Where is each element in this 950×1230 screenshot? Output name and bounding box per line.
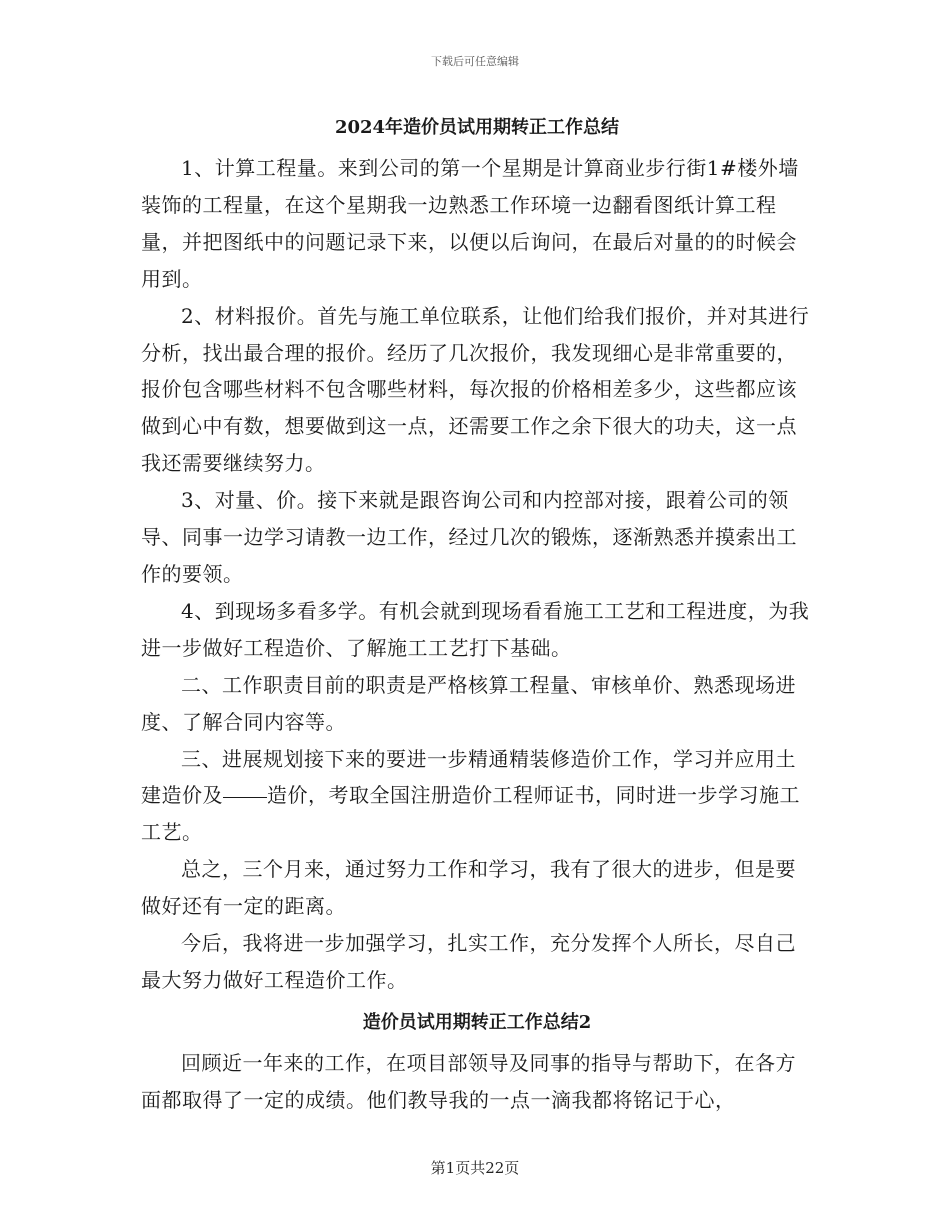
paragraph: 2、材料报价。首先与施工单位联系，让他们给我们报价，并对其进行分析，找出最合理的报价。经历了几次报价，我发现细心是非常重要的，报价包含哪些材料不包含哪些材料，每次报的价格相差多少，这些都应该做到心中有数，想要做到这一点，还需要工作之余下很大的功夫，这一点我还需要继续努力。	[141, 303, 810, 476]
paragraph-plan	[141, 741, 813, 852]
page-footer: 第1页共22页	[430, 1159, 520, 1177]
paragraph: 3、对量、价。接下来就是跟咨询公司和内控部对接，跟着公司的领导、同事一边学习请教一边工作，经过几次的锻炼，逐渐熟悉并摸索出工作的要领。	[141, 488, 797, 586]
paragraph: 回顾近一年来的工作，在项目部领导及同事的指导与帮助下，在各方面都取得了一定的成绩。他们教导我的一点一滴我都将铭记于心，	[141, 1050, 796, 1112]
document-title: 2024年造价员试用期转正工作总结	[334, 117, 620, 138]
section-title: 造价员试用期转正工作总结2	[362, 1011, 592, 1033]
paragraph: 今后，我将进一步加强学习，扎实工作，充分发挥个人所长，尽自己最大努力做好工程造价工作。	[141, 931, 796, 992]
page-header: 下载后可任意编辑	[431, 55, 519, 68]
document-body	[141, 110, 813, 1119]
fill-in-blank	[223, 796, 267, 798]
paragraph: 二、工作职责目前的职责是严格核算工程量、审核单价、熟悉现场进度、了解合同内容等。	[141, 672, 796, 734]
paragraph: 1、计算工程量。来到公司的第一个星期是计算商业步行街1#楼外墙装饰的工程量，在这个星期我一边熟悉工作环境一边翻看图纸计算工程量，并把图纸中的问题记录下来，以便以后询问，在最后对量的的时候会用到。	[141, 156, 799, 291]
paragraph-plan-start: 三、进展规划接下来的要进一步精通精装修造价工作，学习并应用土建造价及	[141, 746, 796, 808]
paragraph-plan-end: 造价，考取全国注册造价工程师证书，同时进一步学习施工工艺。	[141, 783, 800, 845]
paragraph: 总之，三个月来，通过努力工作和学习，我有了很大的进步，但是要做好还有一定的距离。	[141, 857, 796, 919]
paragraph: 4、到现场多看多学。有机会就到现场看看施工工艺和工程进度，为我进一步做好工程造价、了解施工工艺打下基础。	[141, 598, 810, 660]
